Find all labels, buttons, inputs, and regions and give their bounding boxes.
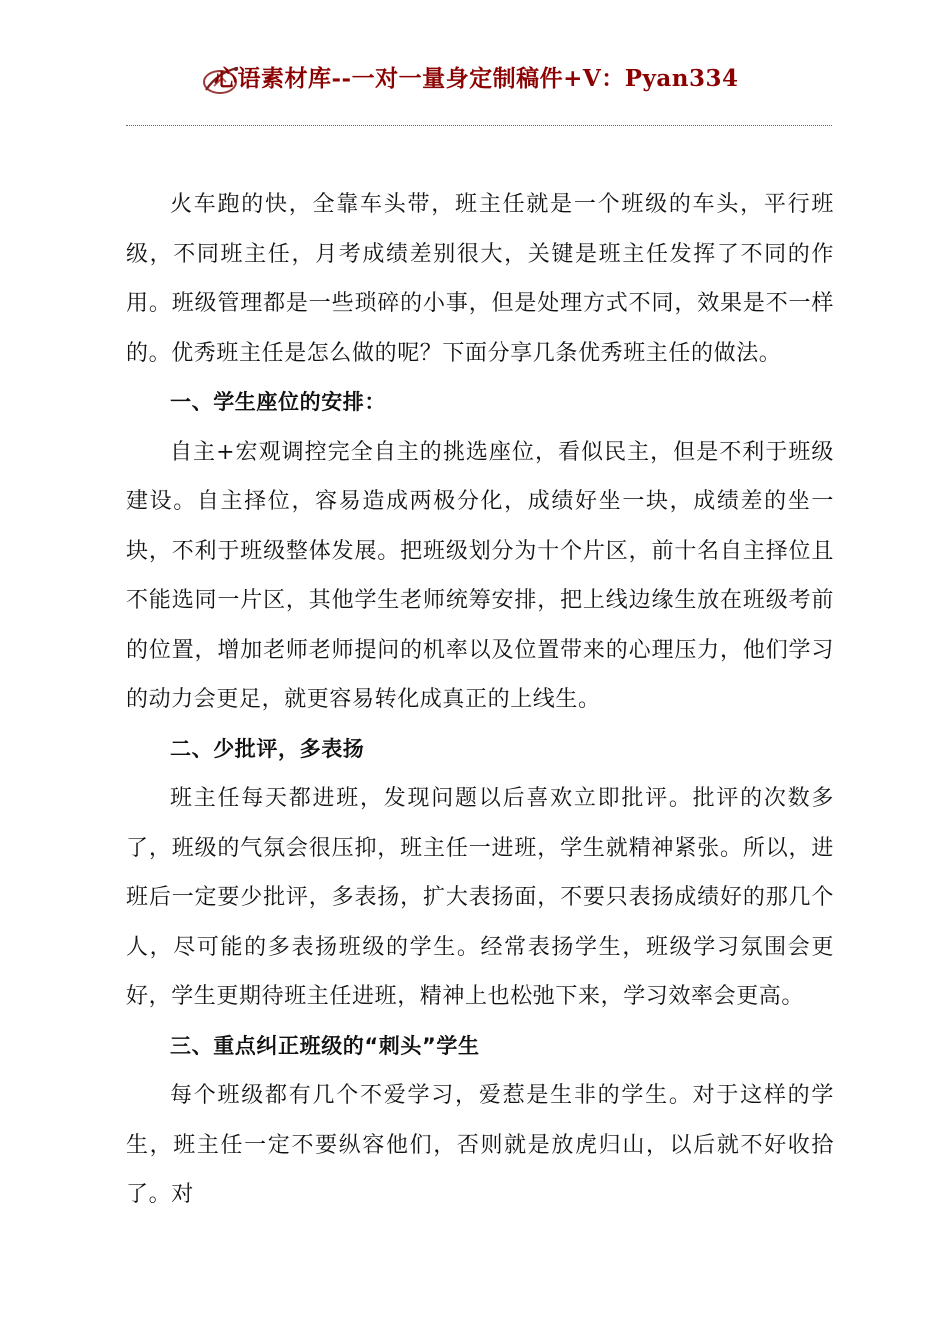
praise-paragraph: 班主任每天都进班，发现问题以后喜欢立即批评。批评的次数多了，班级的气氛会很压抑，班主任一进班，学生就精神紧张。所以，进班后一定要少批评，多表扬，扩大表扬面，不要只表扬成绩好的那几个人，尽可能的多表扬班级的学生。经常表扬学生，班级学习氛围会更好，学生更期待班主任进班，精神上也松弛下来，学习效率会更高。 <box>126 786 834 1009</box>
header-brand: 心语素材库 <box>214 65 332 92</box>
header-divider <box>126 125 832 126</box>
header-title <box>214 60 739 93</box>
troublemakers-paragraph: 每个班级都有几个不爱学习，爱惹是生非的学生。对于这样的学生，班主任一定不要纵容他们，否则就是放虎归山，以后就不好收拾了。对 <box>126 1083 834 1207</box>
section-heading-troublemakers: 三、重点纠正班级的“刺头”学生 <box>170 1033 480 1058</box>
page-header <box>0 52 950 108</box>
header-tagline: 一对一量身定制稿件+V：Pyan334 <box>351 65 739 92</box>
section-heading-praise: 二、少批评，多表扬 <box>170 736 365 761</box>
header-separator: -- <box>331 65 352 92</box>
section-heading-seating: 一、学生座位的安排： <box>170 390 386 414</box>
intro-paragraph: 火车跑的快，全靠车头带，班主任就是一个班级的车头，平行班级，不同班主任，月考成绩差别很大，关键是班主任发挥了不同的作用。班级管理都是一些琐碎的小事，但是处理方式不同，效果是不一样的。优秀班主任是怎么做的呢？下面分享几条优秀班主任的做法。 <box>126 192 834 366</box>
seating-paragraph: 自主+宏观调控完全自主的挑选座位，看似民主，但是不利于班级建设。自主择位，容易造成两极分化，成绩好坐一块，成绩差的坐一块，不利于班级整体发展。把班级划分为十个片区，前十名自主择位且不能选同一片区，其他学生老师统筹安排，把上线边缘生放在班级考前的位置，增加老师老师提问的机率以及位置带来的心理压力，他们学习的动力会更足，就更容易转化成真正的上线生。 <box>126 439 834 712</box>
article-body <box>126 180 834 1220</box>
